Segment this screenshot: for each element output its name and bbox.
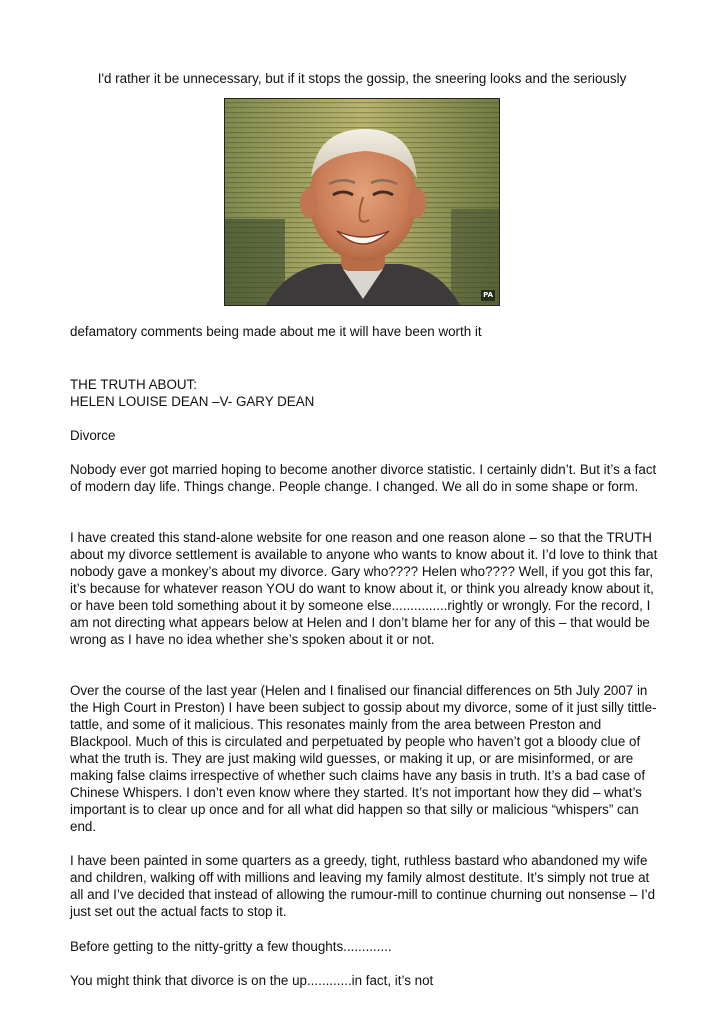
portrait-photo (224, 98, 500, 306)
portrait-illustration (225, 99, 500, 306)
paragraph: Nobody ever got married hoping to become another divorce statistic. I certainly didn’t. But it’s a fact of modern day life. Things change. People change. I changed. We all do in some shape or form. (70, 462, 657, 494)
paragraph: I have been painted in some quarters as a greedy, tight, ruthless bastard who abandoned my wife and children, walking off with millions and leaving my family almost destitute. It’s simply not true at all and I’ve decided that instead of allowing the rumour-mill to continue churning out nonsense – I’d just set out the actual facts to stop it. (70, 853, 656, 919)
paragraph: Over the course of the last year (Helen and I finalised our financial differences on 5th July 2007 in the High Court in Preston) I have been subject to gossip about my divorce, some of it just silly tittle-tattle, and some of it malicious. This resonates mainly from the area between Preston and Blackpool. Much of this is circulated and perpetuated by people who haven’t got a bloody clue of what the truth is. They are just making wild guesses, or making it up, or are misinformed, or are making false claims irrespective of whether such claims have any basis in truth. It’s a bad case of Chinese Whispers. I don’t even know where they started. It’s not important how they did – what’s important is to clear up once and for all what did happen so that silly or malicious “whispers” can end. (70, 683, 657, 834)
after-photo-line: defamatory comments being made about me it will have been worth it (70, 324, 482, 339)
paragraph: Before getting to the nitty-gritty a few thoughts............. (70, 939, 392, 954)
section-title: Divorce (70, 428, 116, 443)
photo-credit: PA (483, 291, 493, 299)
paragraph: I have created this stand-alone website for one reason and one reason alone – so that the TRUTH about my divorce settlement is available to anyone who wants to know about it. I’d love to think that nobody gave a monkey’s about my divorce. Gary who???? Helen who???? Well, if you got this far, it’s because for whatever reason YOU do want to know about it, or think you already know about it, or have been told something about it by someone else...............rightly or wrongly. For the record, I am not directing what appears below at Helen and I don’t blame her for any of this – that would be wrong as I have no idea whether she’s spoken about it or not. (70, 530, 658, 647)
heading-line-1: THE TRUTH ABOUT: (70, 377, 197, 392)
heading-line-2: HELEN LOUISE DEAN –V- GARY DEAN (70, 394, 315, 409)
paragraph: You might think that divorce is on the up............in fact, it’s not (70, 973, 434, 988)
intro-line: I'd rather it be unnecessary, but if it stops the gossip, the sneering looks and the seriously (97, 71, 627, 86)
